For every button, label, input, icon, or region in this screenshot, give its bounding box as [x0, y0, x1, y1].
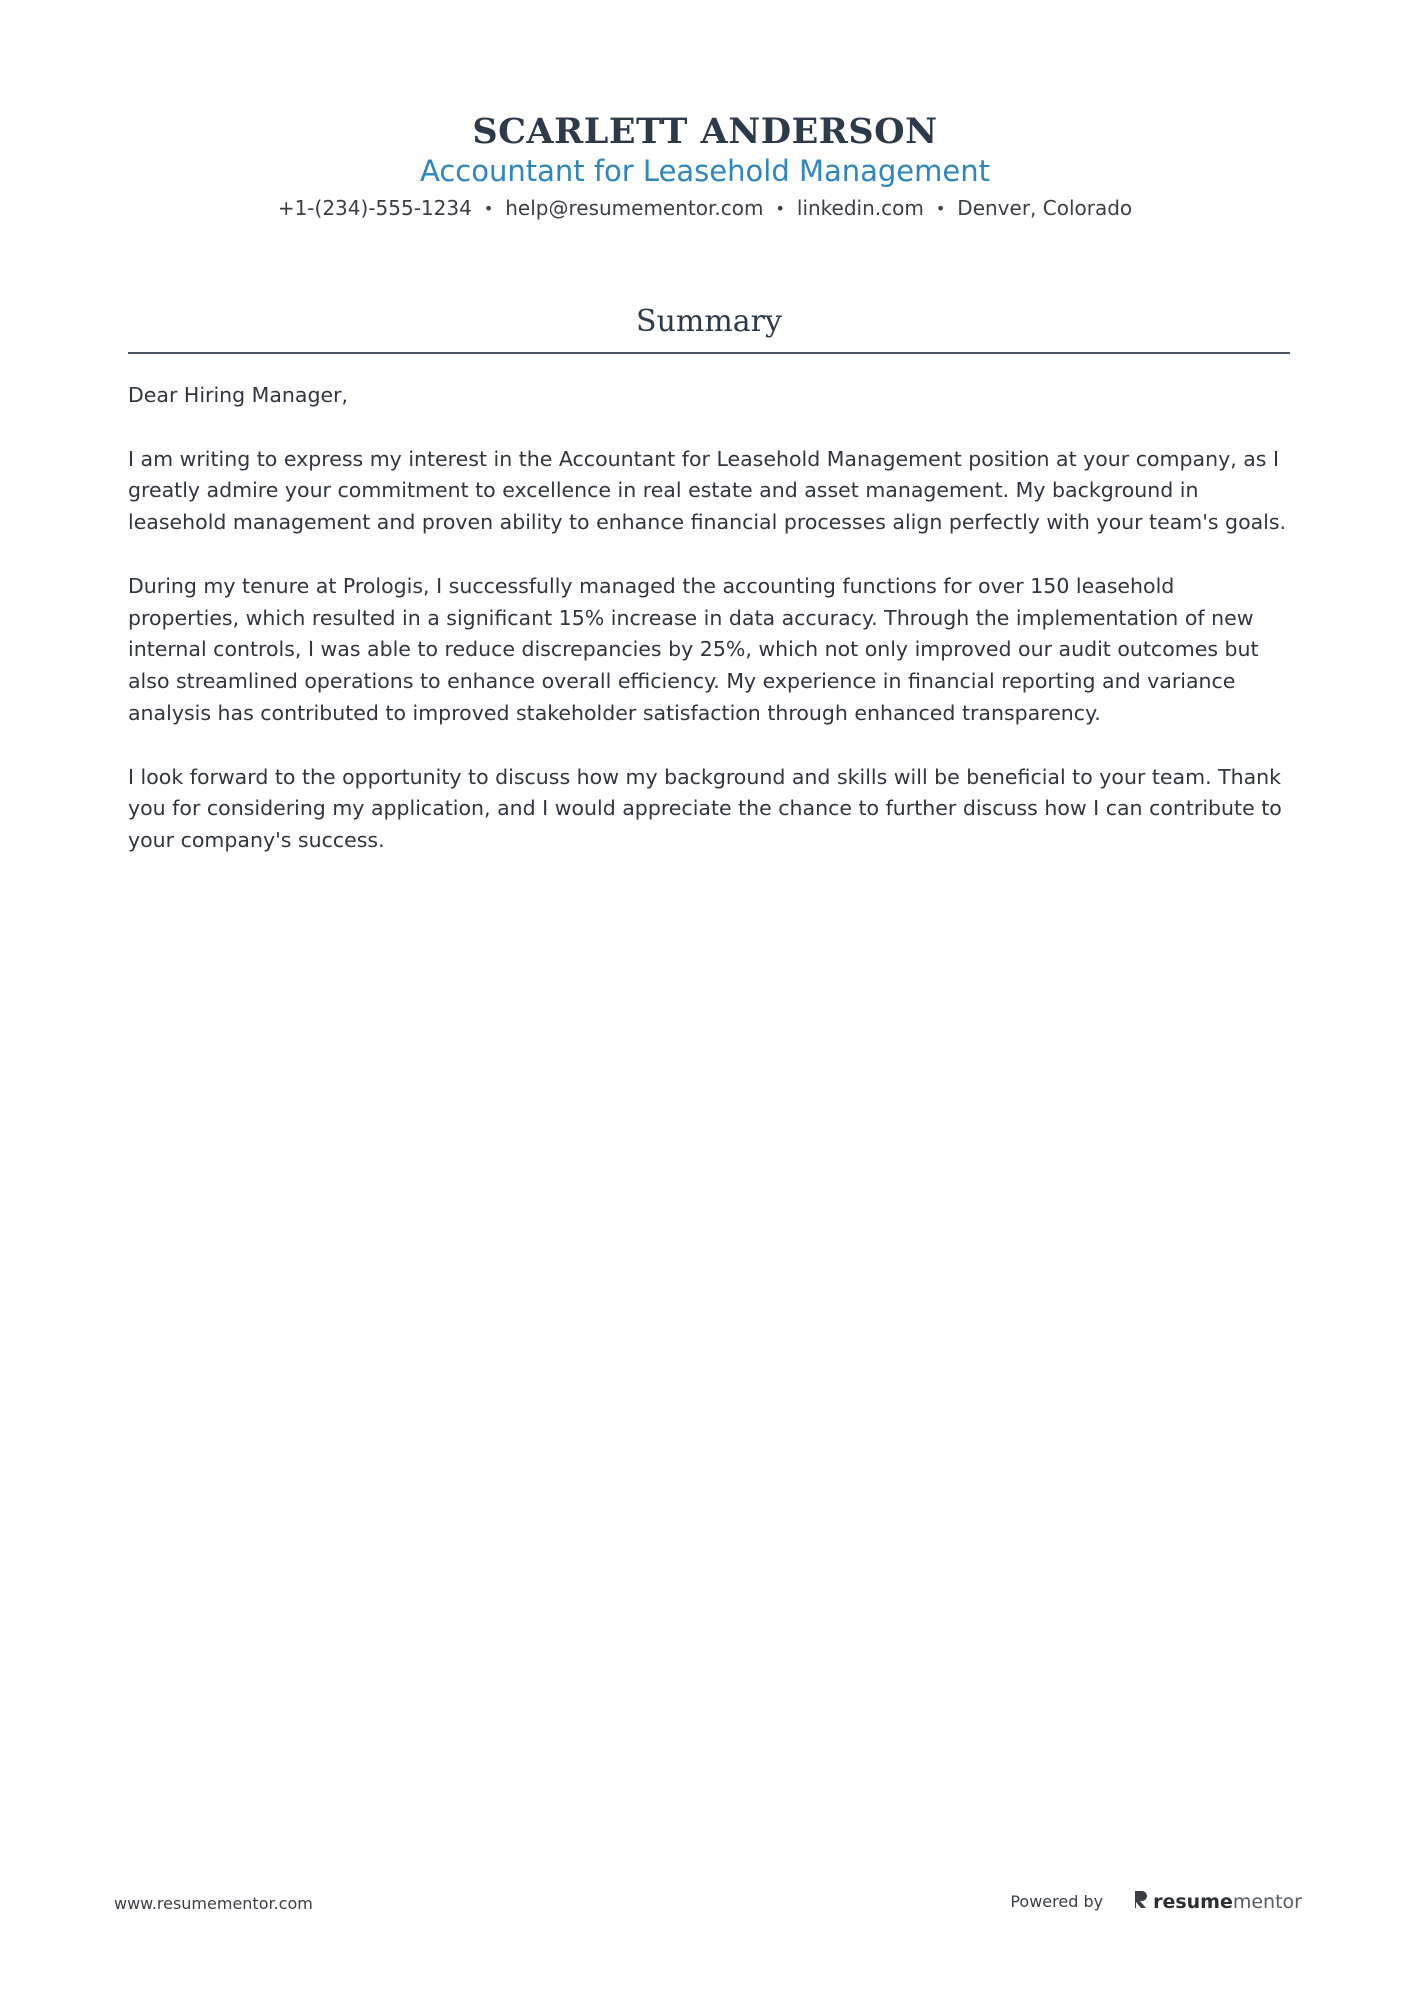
powered-by-label: Powered by	[1010, 1892, 1104, 1911]
candidate-name: SCARLETT ANDERSON	[472, 111, 938, 152]
section-title: Summary	[636, 304, 782, 339]
contact-separator: •	[935, 199, 946, 219]
contact-separator: •	[775, 199, 785, 219]
footer-branding	[1010, 1889, 1302, 1914]
contact-line	[0, 195, 1410, 221]
contact-email: help@resumementor.com	[505, 196, 764, 221]
contact-phone: +1-(234)-555-1234	[277, 196, 472, 221]
contact-location: Denver, Colorado	[957, 196, 1133, 221]
section-divider	[128, 352, 1290, 354]
cover-letter-body	[128, 380, 1290, 889]
letter-greeting: Dear Hiring Manager,	[128, 383, 349, 407]
contact-linkedin: linkedin.com	[796, 196, 924, 221]
resumementor-logo-icon	[1133, 1889, 1149, 1914]
contact-separator: •	[483, 199, 494, 219]
letter-paragraph: During my tenure at Prologis, I successfully managed the accounting functions for over 150 leasehold properties, which resulted in a significant 15% increase in data accuracy. Through the implementation of new internal controls, I was able to reduce discrepancies by 25%, which not only improved our audit outcomes but also streamlined operations to enhance overall efficiency. My experience in financial reporting and variance analysis has contributed to improved stakeholder satisfaction through enhanced transparency.	[128, 573, 1259, 725]
brand-logo	[1133, 1889, 1302, 1914]
brand-name-light: mentor	[1232, 1890, 1302, 1913]
resume-header	[0, 112, 1410, 221]
job-title: Accountant for Leasehold Management	[420, 154, 990, 189]
letter-paragraph: I look forward to the opportunity to discuss how my background and skills will be beneficial to your team. Thank you for considering my application, and I would appreciate the chance to further discuss how I can contribute to your company's success.	[128, 764, 1282, 853]
letter-paragraph: I am writing to express my interest in the Accountant for Leasehold Management position at your company, as I greatly admire your commitment to excellence in real estate and asset management. My background in leasehold management and proven ability to enhance financial processes align perfectly with your team's goals.	[128, 446, 1287, 535]
footer-website: www.resumementor.com	[114, 1894, 313, 1913]
brand-name-bold: resume	[1153, 1890, 1233, 1913]
